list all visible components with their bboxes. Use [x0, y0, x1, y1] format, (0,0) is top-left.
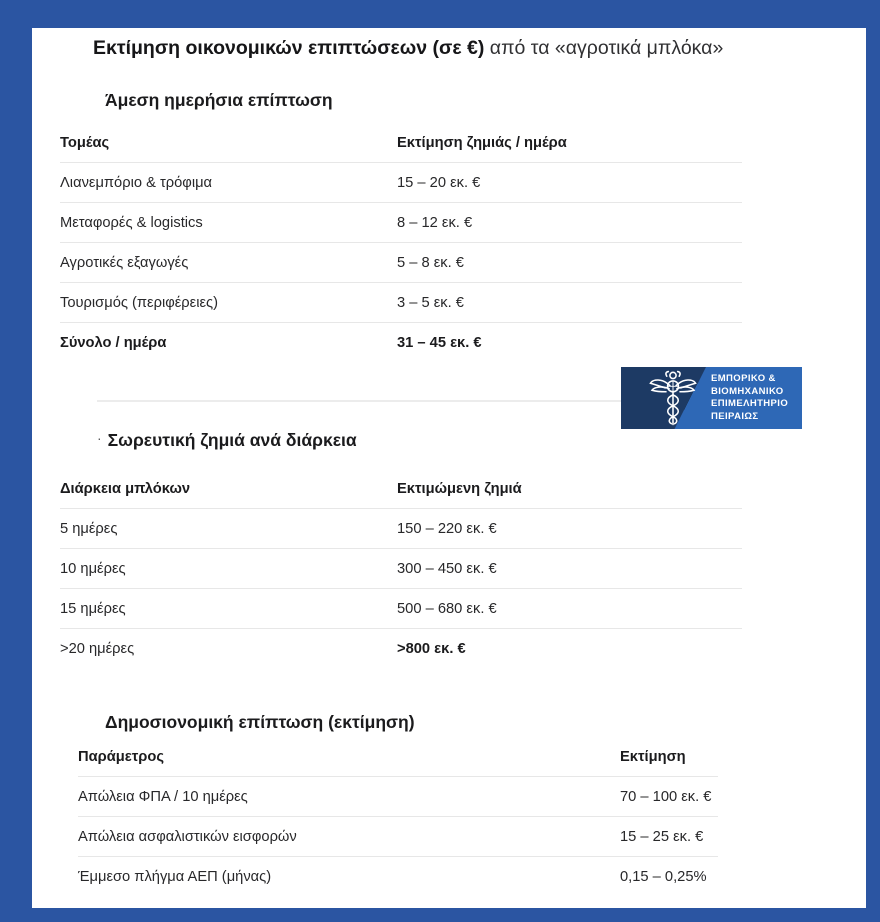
row-label: Έμμεσο πλήγμα ΑΕΠ (μήνας)	[78, 869, 272, 885]
row-label: Αγροτικές εξαγωγές	[60, 254, 189, 271]
row-label: 10 ημέρες	[60, 560, 126, 577]
page-title-suffix: από τα «αγροτικά μπλόκα»	[484, 37, 724, 59]
table-row	[60, 509, 742, 549]
row-value: 31 – 45 εκ. €	[397, 335, 482, 351]
table-row	[78, 777, 718, 817]
column-header: Τομέας	[60, 135, 110, 151]
logo-text-line: ΠΕΙΡΑΙΩΣ	[711, 410, 759, 422]
section-heading-cumulative	[97, 428, 357, 453]
row-value: 5 – 8 εκ. €	[397, 254, 464, 271]
row-label: Τουρισμός (περιφέρειες)	[60, 294, 218, 311]
section-heading-fiscal: Δημοσιονομική επίπτωση (εκτίμηση)	[105, 712, 415, 732]
column-header: Εκτιμώμενη ζημιά	[397, 481, 522, 497]
row-label: 5 ημέρες	[60, 520, 118, 537]
row-label: Απώλεια ασφαλιστικών εισφορών	[78, 828, 297, 845]
column-header: Διάρκεια μπλόκων	[60, 481, 191, 497]
logo-text-line: ΒΙΟΜΗΧΑΝΙΚΟ	[711, 385, 784, 397]
page-title-main: Εκτίμηση οικονομικών επιπτώσεων (σε €)	[93, 37, 485, 59]
row-value: >800 εκ. €	[397, 641, 466, 657]
table-row	[60, 243, 742, 283]
table-row	[60, 203, 742, 243]
row-label: >20 ημέρες	[60, 641, 135, 657]
logo-text-line: ΕΠΙΜΕΛΗΤΗΡΙΟ	[711, 398, 789, 409]
bullet-dot: ·	[97, 430, 102, 446]
chamber-logo	[621, 367, 802, 429]
daily-impact-table	[60, 124, 742, 363]
table-row-total	[60, 323, 742, 363]
column-header: Εκτίμηση ζημιάς / ημέρα	[397, 135, 567, 151]
table-row	[78, 817, 718, 857]
table-header-row	[78, 738, 718, 777]
section-heading-text: Σωρευτική ζημιά ανά διάρκεια	[107, 430, 357, 450]
table-row	[60, 283, 742, 323]
table-row	[60, 163, 742, 203]
row-label: Απώλεια ΦΠΑ / 10 ημέρες	[78, 788, 248, 805]
row-label: Λιανεμπόριο & τρόφιμα	[60, 174, 213, 191]
fiscal-impact-table	[78, 738, 718, 897]
page-title	[93, 35, 723, 62]
table-row	[60, 549, 742, 589]
row-value: 70 – 100 εκ. €	[620, 788, 712, 805]
row-value: 3 – 5 εκ. €	[397, 294, 464, 311]
row-value: 8 – 12 εκ. €	[397, 214, 473, 231]
document-card	[32, 28, 866, 908]
section-heading-daily: Άμεση ημερήσια επίπτωση	[105, 90, 333, 110]
row-value: 150 – 220 εκ. €	[397, 520, 497, 537]
table-row	[60, 589, 742, 629]
row-value: 300 – 450 εκ. €	[397, 560, 497, 577]
table-row	[60, 629, 742, 669]
row-label: 15 ημέρες	[60, 600, 126, 617]
cumulative-damage-table	[60, 470, 742, 669]
table-header-row	[60, 470, 742, 509]
row-value: 500 – 680 εκ. €	[397, 600, 497, 617]
table-row	[78, 857, 718, 897]
row-value: 15 – 25 εκ. €	[620, 828, 704, 845]
column-header: Παράμετρος	[78, 749, 164, 765]
table-header-row	[60, 124, 742, 163]
chamber-logo-text	[711, 373, 788, 423]
row-value: 15 – 20 εκ. €	[397, 174, 481, 191]
logo-text-line: ΕΜΠΟΡΙΚΟ &	[711, 373, 776, 384]
column-header: Εκτίμηση	[620, 749, 686, 765]
row-label: Σύνολο / ημέρα	[60, 335, 167, 351]
row-label: Μεταφορές & logistics	[60, 214, 203, 231]
caduceus-icon	[647, 370, 699, 426]
row-value: 0,15 – 0,25%	[620, 869, 707, 885]
